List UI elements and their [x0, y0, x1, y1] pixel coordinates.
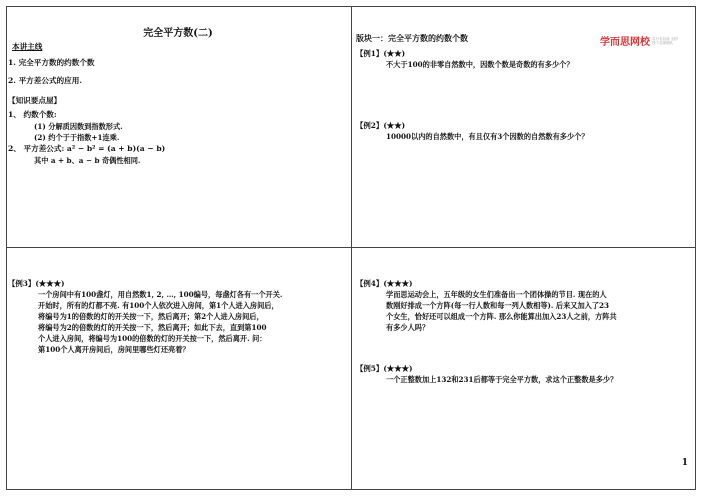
- mainline-item-2: 2. 平方差公式的应用.: [8, 76, 82, 85]
- example-4-body: 学而思运动会上，五年级的女生们准备出一个团体操的节目. 现在的人 数刚好排成一个方阵(每一行人数和每一列人数相等). 后来又加入了23 个女生，恰好还可以组成一个方阵. 那么你能算出加入23人之前，方阵共 有多少人吗？: [386, 290, 617, 332]
- lecture-title: 完全平方数(二): [143, 28, 213, 39]
- page-number: 1: [681, 458, 688, 468]
- mainline-heading: 本讲主线: [12, 42, 43, 51]
- horizontal-divider: [6, 247, 696, 248]
- example-4-title: 【例4】(★★★): [356, 279, 413, 288]
- example-1-title: 【例1】(★★): [356, 49, 406, 58]
- example-1-body: 不大于100的非零自然数中，因数个数是奇数的有多少个？: [386, 60, 574, 69]
- mainline-item-1: 1. 完全平方数的约数个数: [8, 58, 95, 67]
- knowledge-2-sub: 其中 a + b、a − b 奇偶性相同.: [34, 156, 141, 165]
- example-5-body: 一个正整数加上132和231后都等于完全平方数，求这个正整数是多少？: [386, 375, 618, 384]
- example-3-body: 一个房间中有100盏灯，用自然数1, 2, …, 100编号，每盏灯各有一个开关. 开始时，所有的灯都不亮. 有100个人依次进入房间，第1个人进入房间后， 将编号为1的倍数的灯的开关按一下，然后离开；第2个人进入房间后， 将编号为2的倍数的灯的开关按一下，然后离开；如此下去，直到第100 个人进入房间，将编号为100的倍数的灯的开关按一下，然后离开. 问： 第100个人离开房间后，房间里哪些灯还亮着？: [38, 290, 283, 354]
- knowledge-1-heading: 1、 约数个数:: [8, 110, 57, 119]
- panel-bottom-right: [356, 270, 692, 480]
- knowledge-1-sub-1: (1) 分解质因数到指数形式.: [34, 122, 123, 131]
- knowledge-1-sub-2: (2) 约个于于指数+1连乘.: [34, 133, 120, 142]
- knowledge-2-heading: 2、 平方差公式: a² − b² = (a + b)(a − b): [8, 144, 166, 153]
- panel-bottom-left: [8, 270, 348, 480]
- module-title: 版块一：完全平方数的约数个数: [356, 33, 468, 43]
- vertical-divider: [351, 6, 352, 490]
- example-2-title: 【例2】(★★): [356, 121, 406, 130]
- example-3-title: 【例3】(★★★): [8, 279, 65, 288]
- panel-top-right: [356, 22, 692, 244]
- knowledge-heading: 【知识要点屋】: [8, 96, 62, 105]
- example-5-title: 【例5】(★★★): [356, 364, 413, 373]
- example-2-body: 10000以内的自然数中，有且仅有3个因数的自然数有多少个？: [386, 132, 589, 141]
- brand-logo-text: 学而思网校: [600, 37, 650, 48]
- panel-top-left: [8, 22, 348, 244]
- brand-logo: [600, 30, 678, 49]
- brand-logo-tagline: 名行名信前 全国线下名师团队: [652, 36, 678, 45]
